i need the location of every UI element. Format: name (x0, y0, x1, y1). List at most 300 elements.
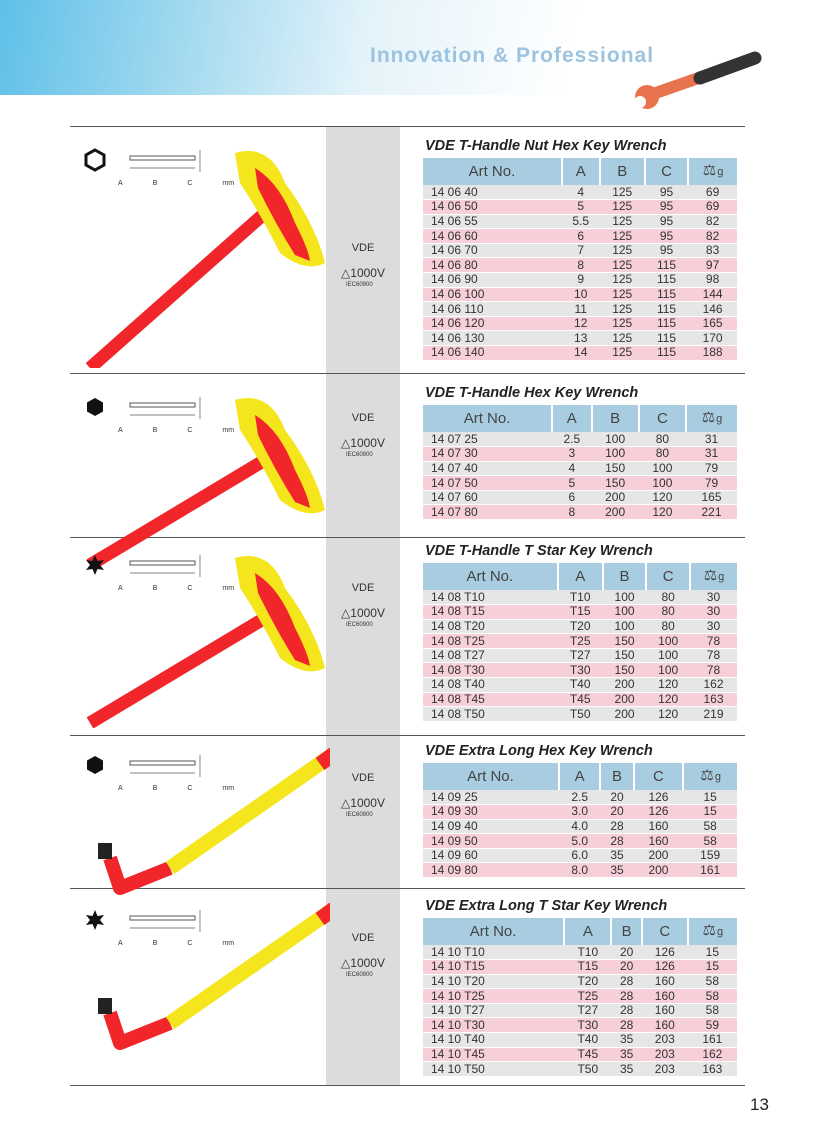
vde-icon: VDE (351, 772, 375, 784)
table-cell: 14 08 T10 (423, 590, 558, 605)
scale-icon: ⚖ (700, 767, 714, 784)
table-cell: 125 (600, 331, 645, 346)
table-row (423, 214, 737, 229)
column-header: Art No. (423, 763, 559, 790)
table-cell: 125 (600, 185, 645, 200)
vde-mark (328, 580, 398, 595)
table-cell: 58 (688, 1003, 737, 1018)
table-cell: 125 (600, 346, 645, 361)
open-end-wrench-image (630, 40, 780, 110)
table-cell: T40 (558, 678, 603, 693)
table-cell: 115 (645, 273, 688, 288)
table-cell: 115 (645, 316, 688, 331)
table-cell: T27 (564, 1003, 611, 1018)
slogan: Innovation & Professional (370, 44, 655, 67)
table-cell: 95 (645, 214, 688, 229)
table-row (423, 476, 737, 491)
column-header: A (559, 763, 600, 790)
table-cell: 126 (634, 790, 684, 805)
table-cell: 160 (642, 1018, 688, 1033)
table-cell: 162 (690, 678, 737, 693)
table-cell: 100 (639, 461, 686, 476)
table-cell: 200 (603, 692, 647, 707)
table-cell: 78 (690, 648, 737, 663)
table-cell: 200 (634, 848, 684, 863)
table-header (423, 563, 737, 590)
divider (70, 373, 745, 374)
table-cell: 6.0 (559, 848, 600, 863)
table-cell: 203 (642, 1047, 688, 1062)
table-cell: 14 06 120 (423, 316, 562, 331)
table-cell: 159 (683, 848, 737, 863)
table-cell: 163 (688, 1062, 737, 1077)
table-cell: 5 (562, 200, 600, 215)
table-cell: 14 06 60 (423, 229, 562, 244)
weight-header: ⚖g (683, 763, 737, 790)
weight-header: ⚖g (686, 405, 737, 432)
voltage-rating: △1000V (341, 266, 385, 280)
table-cell: 163 (690, 692, 737, 707)
t-handle-wrench-image (80, 390, 330, 570)
table-cell: 14 07 50 (423, 476, 552, 491)
table-cell: 14 08 T27 (423, 648, 558, 663)
table-cell: 14 08 T50 (423, 707, 558, 722)
table-cell: 14 10 T50 (423, 1062, 564, 1077)
column-header: C (645, 158, 688, 185)
table-cell: 115 (645, 346, 688, 361)
table-cell: 14 09 25 (423, 790, 559, 805)
table-cell: 100 (639, 476, 686, 491)
table-cell: 14 08 T45 (423, 692, 558, 707)
table-cell: 59 (688, 1018, 737, 1033)
table-cell: 200 (592, 490, 639, 505)
table-cell: 28 (611, 989, 642, 1004)
voltage-rating: △1000V (341, 606, 385, 620)
table-row (423, 634, 737, 649)
table-cell: 14 06 130 (423, 331, 562, 346)
table-cell: 150 (603, 663, 647, 678)
t-handle-wrench-image (80, 143, 330, 368)
table-cell: 79 (686, 476, 737, 491)
table-cell: 125 (600, 316, 645, 331)
table-cell: 8.0 (559, 863, 600, 878)
column-header: C (634, 763, 684, 790)
table-cell: 14 09 40 (423, 819, 559, 834)
table-cell: 58 (683, 834, 737, 849)
table-cell: 98 (688, 273, 737, 288)
table-cell: 125 (600, 200, 645, 215)
warning-triangle-icon: △ (341, 436, 351, 450)
table-cell: 100 (592, 432, 639, 447)
table-cell: 8 (562, 258, 600, 273)
table-cell: 200 (634, 863, 684, 878)
table-cell: 14 06 40 (423, 185, 562, 200)
table-cell: 14 10 T30 (423, 1018, 564, 1033)
table-header (423, 918, 737, 945)
table-cell: 28 (600, 819, 633, 834)
table-row (423, 960, 737, 975)
table-header (423, 763, 737, 790)
table-cell: 15 (688, 960, 737, 975)
table-row (423, 678, 737, 693)
table-row (423, 461, 737, 476)
table-cell: 78 (690, 663, 737, 678)
table-cell: 20 (611, 945, 642, 960)
table-cell: 7 (562, 243, 600, 258)
table-row (423, 287, 737, 302)
table-cell: 100 (603, 619, 647, 634)
divider (70, 735, 745, 736)
t-handle-wrench-image (80, 548, 330, 728)
vde-icon: VDE (351, 242, 375, 254)
table-cell: 165 (688, 316, 737, 331)
l-key-wrench-image (80, 748, 330, 908)
page-number: 13 (750, 1095, 769, 1114)
table-row (423, 590, 737, 605)
table-cell: T25 (564, 989, 611, 1004)
table-cell: T10 (558, 590, 603, 605)
table-cell: 35 (600, 863, 633, 878)
table-cell: 115 (645, 287, 688, 302)
table-cell: 14 08 T15 (423, 605, 558, 620)
table-row (423, 346, 737, 361)
column-header: Art No. (423, 158, 562, 185)
table-cell: 5.5 (562, 214, 600, 229)
table-cell: 58 (688, 974, 737, 989)
table-cell: 6 (562, 229, 600, 244)
table-cell: T20 (558, 619, 603, 634)
table-cell: 80 (646, 619, 690, 634)
table-cell: 20 (600, 805, 633, 820)
table-cell: 4 (552, 461, 591, 476)
table-row (423, 974, 737, 989)
table-cell: 144 (688, 287, 737, 302)
table-cell: 14 06 70 (423, 243, 562, 258)
table-cell: 14 06 110 (423, 302, 562, 317)
table-cell: 95 (645, 243, 688, 258)
table-cell: 97 (688, 258, 737, 273)
column-header: B (611, 918, 642, 945)
table-cell: 3 (552, 447, 591, 462)
warning-triangle-icon: △ (341, 796, 351, 810)
vde-icon: VDE (351, 582, 375, 594)
table-cell: 35 (600, 848, 633, 863)
table-cell: 160 (634, 819, 684, 834)
dimension-legend: A B C mm (118, 940, 235, 947)
table-row (423, 790, 737, 805)
table-cell: 14 07 25 (423, 432, 552, 447)
table-cell: 120 (639, 490, 686, 505)
table-cell: 30 (690, 619, 737, 634)
table-cell: 31 (686, 447, 737, 462)
table-cell: 5.0 (559, 834, 600, 849)
table-cell: 15 (688, 945, 737, 960)
table-cell: T50 (564, 1062, 611, 1077)
table-cell: T10 (564, 945, 611, 960)
table-cell: 14 07 80 (423, 505, 552, 520)
table-cell: 14 09 30 (423, 805, 559, 820)
table-cell: 150 (592, 461, 639, 476)
table-cell: 14 10 T20 (423, 974, 564, 989)
table-cell: 82 (688, 214, 737, 229)
table-cell: 120 (646, 692, 690, 707)
table-cell: 125 (600, 287, 645, 302)
table-cell: 14 10 T27 (423, 1003, 564, 1018)
table-cell: 15 (683, 790, 737, 805)
table-cell: 14 07 30 (423, 447, 552, 462)
divider (70, 1085, 745, 1086)
table-cell: 125 (600, 214, 645, 229)
l-key-wrench-image (80, 903, 330, 1063)
column-header: A (562, 158, 600, 185)
table-cell: 4.0 (559, 819, 600, 834)
table-cell: 203 (642, 1062, 688, 1077)
vde-mark (328, 410, 398, 425)
table-cell: 69 (688, 185, 737, 200)
table-cell: 78 (690, 634, 737, 649)
column-header: Art No. (423, 405, 552, 432)
standard-label: IEC60900 (346, 282, 373, 288)
table-cell: T45 (564, 1047, 611, 1062)
table-cell: 120 (646, 707, 690, 722)
table-row (423, 200, 737, 215)
table-cell: 30 (690, 605, 737, 620)
table-cell: 12 (562, 316, 600, 331)
warning-triangle-icon: △ (341, 266, 351, 280)
table-cell: 14 06 55 (423, 214, 562, 229)
table-row (423, 805, 737, 820)
table-cell: 4 (562, 185, 600, 200)
table-cell: 188 (688, 346, 737, 361)
table-cell: 95 (645, 229, 688, 244)
table-cell: 20 (611, 960, 642, 975)
column-header: C (639, 405, 686, 432)
vde-mark (328, 930, 398, 945)
table-cell: 20 (600, 790, 633, 805)
column-header: A (564, 918, 611, 945)
table-header (423, 158, 737, 185)
table-cell: 14 10 T40 (423, 1033, 564, 1048)
divider (70, 126, 745, 127)
section-title: VDE T-Handle Nut Hex Key Wrench (425, 138, 667, 154)
vde-icon: VDE (351, 412, 375, 424)
table-cell: 170 (688, 331, 737, 346)
table-cell: 161 (688, 1033, 737, 1048)
table-cell: 14 06 90 (423, 273, 562, 288)
table-row (423, 1047, 737, 1062)
section-title: VDE T-Handle Hex Key Wrench (425, 385, 639, 401)
column-header: Art No. (423, 563, 558, 590)
table-cell: 95 (645, 200, 688, 215)
table-row (423, 663, 737, 678)
scale-icon: ⚖ (702, 162, 717, 179)
table-cell: 14 08 T40 (423, 678, 558, 693)
table-row (423, 302, 737, 317)
table-cell: 95 (645, 185, 688, 200)
table-cell: 100 (603, 605, 647, 620)
table-row (423, 316, 737, 331)
table-cell: T45 (558, 692, 603, 707)
table-cell: 28 (611, 1003, 642, 1018)
table-row (423, 505, 737, 520)
table-cell: 2.5 (552, 432, 591, 447)
table-row (423, 273, 737, 288)
table-cell: 100 (592, 447, 639, 462)
table-row (423, 331, 737, 346)
weight-header: ⚖g (688, 918, 737, 945)
standard-label: IEC60900 (346, 622, 373, 628)
table-cell: 79 (686, 461, 737, 476)
standard-label: IEC60900 (346, 972, 373, 978)
table-cell: T15 (558, 605, 603, 620)
table-cell: 146 (688, 302, 737, 317)
table-row (423, 258, 737, 273)
table-cell: 14 06 80 (423, 258, 562, 273)
table-row (423, 1003, 737, 1018)
table-cell: 2.5 (559, 790, 600, 805)
voltage-rating: △1000V (341, 956, 385, 970)
column-header: B (603, 563, 647, 590)
table-cell: T30 (564, 1018, 611, 1033)
table-cell: 219 (690, 707, 737, 722)
table-cell: 82 (688, 229, 737, 244)
table-cell: 115 (645, 302, 688, 317)
table-cell: 31 (686, 432, 737, 447)
table-cell: 14 06 140 (423, 346, 562, 361)
column-header: A (552, 405, 591, 432)
vde-icon: VDE (351, 932, 375, 944)
table-cell: 35 (611, 1062, 642, 1077)
table-row (423, 185, 737, 200)
table-row (423, 1018, 737, 1033)
table-cell: 160 (642, 989, 688, 1004)
table-cell: T25 (558, 634, 603, 649)
dimension-legend: A B C mm (118, 427, 235, 434)
table-cell: 14 08 T30 (423, 663, 558, 678)
table-cell: 200 (603, 678, 647, 693)
column-header: C (646, 563, 690, 590)
column-header: Art No. (423, 918, 564, 945)
table-row (423, 1033, 737, 1048)
table-cell: 30 (690, 590, 737, 605)
table-cell: 126 (642, 945, 688, 960)
table-cell: 58 (683, 819, 737, 834)
section-title: VDE Extra Long Hex Key Wrench (425, 743, 653, 759)
table-cell: 161 (683, 863, 737, 878)
table-cell: 14 08 T25 (423, 634, 558, 649)
voltage-rating: △1000V (341, 796, 385, 810)
column-header: B (600, 763, 633, 790)
table-cell: 100 (603, 590, 647, 605)
warning-triangle-icon: △ (341, 606, 351, 620)
table-cell: T27 (558, 648, 603, 663)
table-cell: 35 (611, 1047, 642, 1062)
table-cell: 100 (646, 648, 690, 663)
table-row (423, 819, 737, 834)
spec-table (423, 405, 737, 520)
table-cell: 14 07 60 (423, 490, 552, 505)
table-cell: 3.0 (559, 805, 600, 820)
spec-table (423, 158, 737, 361)
column-header: A (558, 563, 603, 590)
table-row (423, 1062, 737, 1077)
table-row (423, 692, 737, 707)
table-row (423, 243, 737, 258)
table-cell: 28 (611, 974, 642, 989)
table-cell: T50 (558, 707, 603, 722)
table-cell: 10 (562, 287, 600, 302)
table-cell: T15 (564, 960, 611, 975)
weight-header: ⚖g (690, 563, 737, 590)
table-row (423, 648, 737, 663)
spec-table (423, 763, 737, 878)
dimension-legend: A B C mm (118, 585, 235, 592)
table-cell: 221 (686, 505, 737, 520)
table-cell: 115 (645, 258, 688, 273)
column-header: B (592, 405, 639, 432)
table-cell: 11 (562, 302, 600, 317)
table-row (423, 490, 737, 505)
table-cell: 125 (600, 258, 645, 273)
table-cell: 80 (646, 605, 690, 620)
table-cell: 125 (600, 302, 645, 317)
table-cell: 13 (562, 331, 600, 346)
table-cell: 150 (603, 648, 647, 663)
weight-header: ⚖g (688, 158, 737, 185)
table-cell: 15 (683, 805, 737, 820)
vde-mark (328, 240, 398, 255)
table-cell: 14 09 80 (423, 863, 559, 878)
table-cell: 8 (552, 505, 591, 520)
scale-icon: ⚖ (702, 922, 716, 939)
table-cell: 125 (600, 243, 645, 258)
table-row (423, 605, 737, 620)
table-cell: 35 (611, 1033, 642, 1048)
table-row (423, 447, 737, 462)
table-cell: 200 (603, 707, 647, 722)
scale-icon: ⚖ (701, 409, 716, 426)
table-cell: T30 (558, 663, 603, 678)
column-header: B (600, 158, 645, 185)
column-header: C (642, 918, 688, 945)
table-cell: 100 (646, 634, 690, 649)
table-cell: 126 (642, 960, 688, 975)
table-cell: 14 07 40 (423, 461, 552, 476)
table-row (423, 432, 737, 447)
table-cell: 6 (552, 490, 591, 505)
table-cell: 120 (646, 678, 690, 693)
table-row (423, 848, 737, 863)
table-cell: 125 (600, 229, 645, 244)
table-cell: 126 (634, 805, 684, 820)
table-cell: 83 (688, 243, 737, 258)
table-cell: 14 08 T20 (423, 619, 558, 634)
table-cell: 165 (686, 490, 737, 505)
section-title: VDE T-Handle T Star Key Wrench (425, 543, 653, 559)
table-cell: 150 (592, 476, 639, 491)
table-row (423, 707, 737, 722)
table-cell: T40 (564, 1033, 611, 1048)
table-cell: T20 (564, 974, 611, 989)
table-cell: 120 (639, 505, 686, 520)
table-cell: 160 (642, 1003, 688, 1018)
table-cell: 69 (688, 200, 737, 215)
table-cell: 80 (639, 432, 686, 447)
table-cell: 80 (646, 590, 690, 605)
spec-table (423, 563, 737, 722)
table-cell: 28 (600, 834, 633, 849)
table-cell: 14 10 T45 (423, 1047, 564, 1062)
